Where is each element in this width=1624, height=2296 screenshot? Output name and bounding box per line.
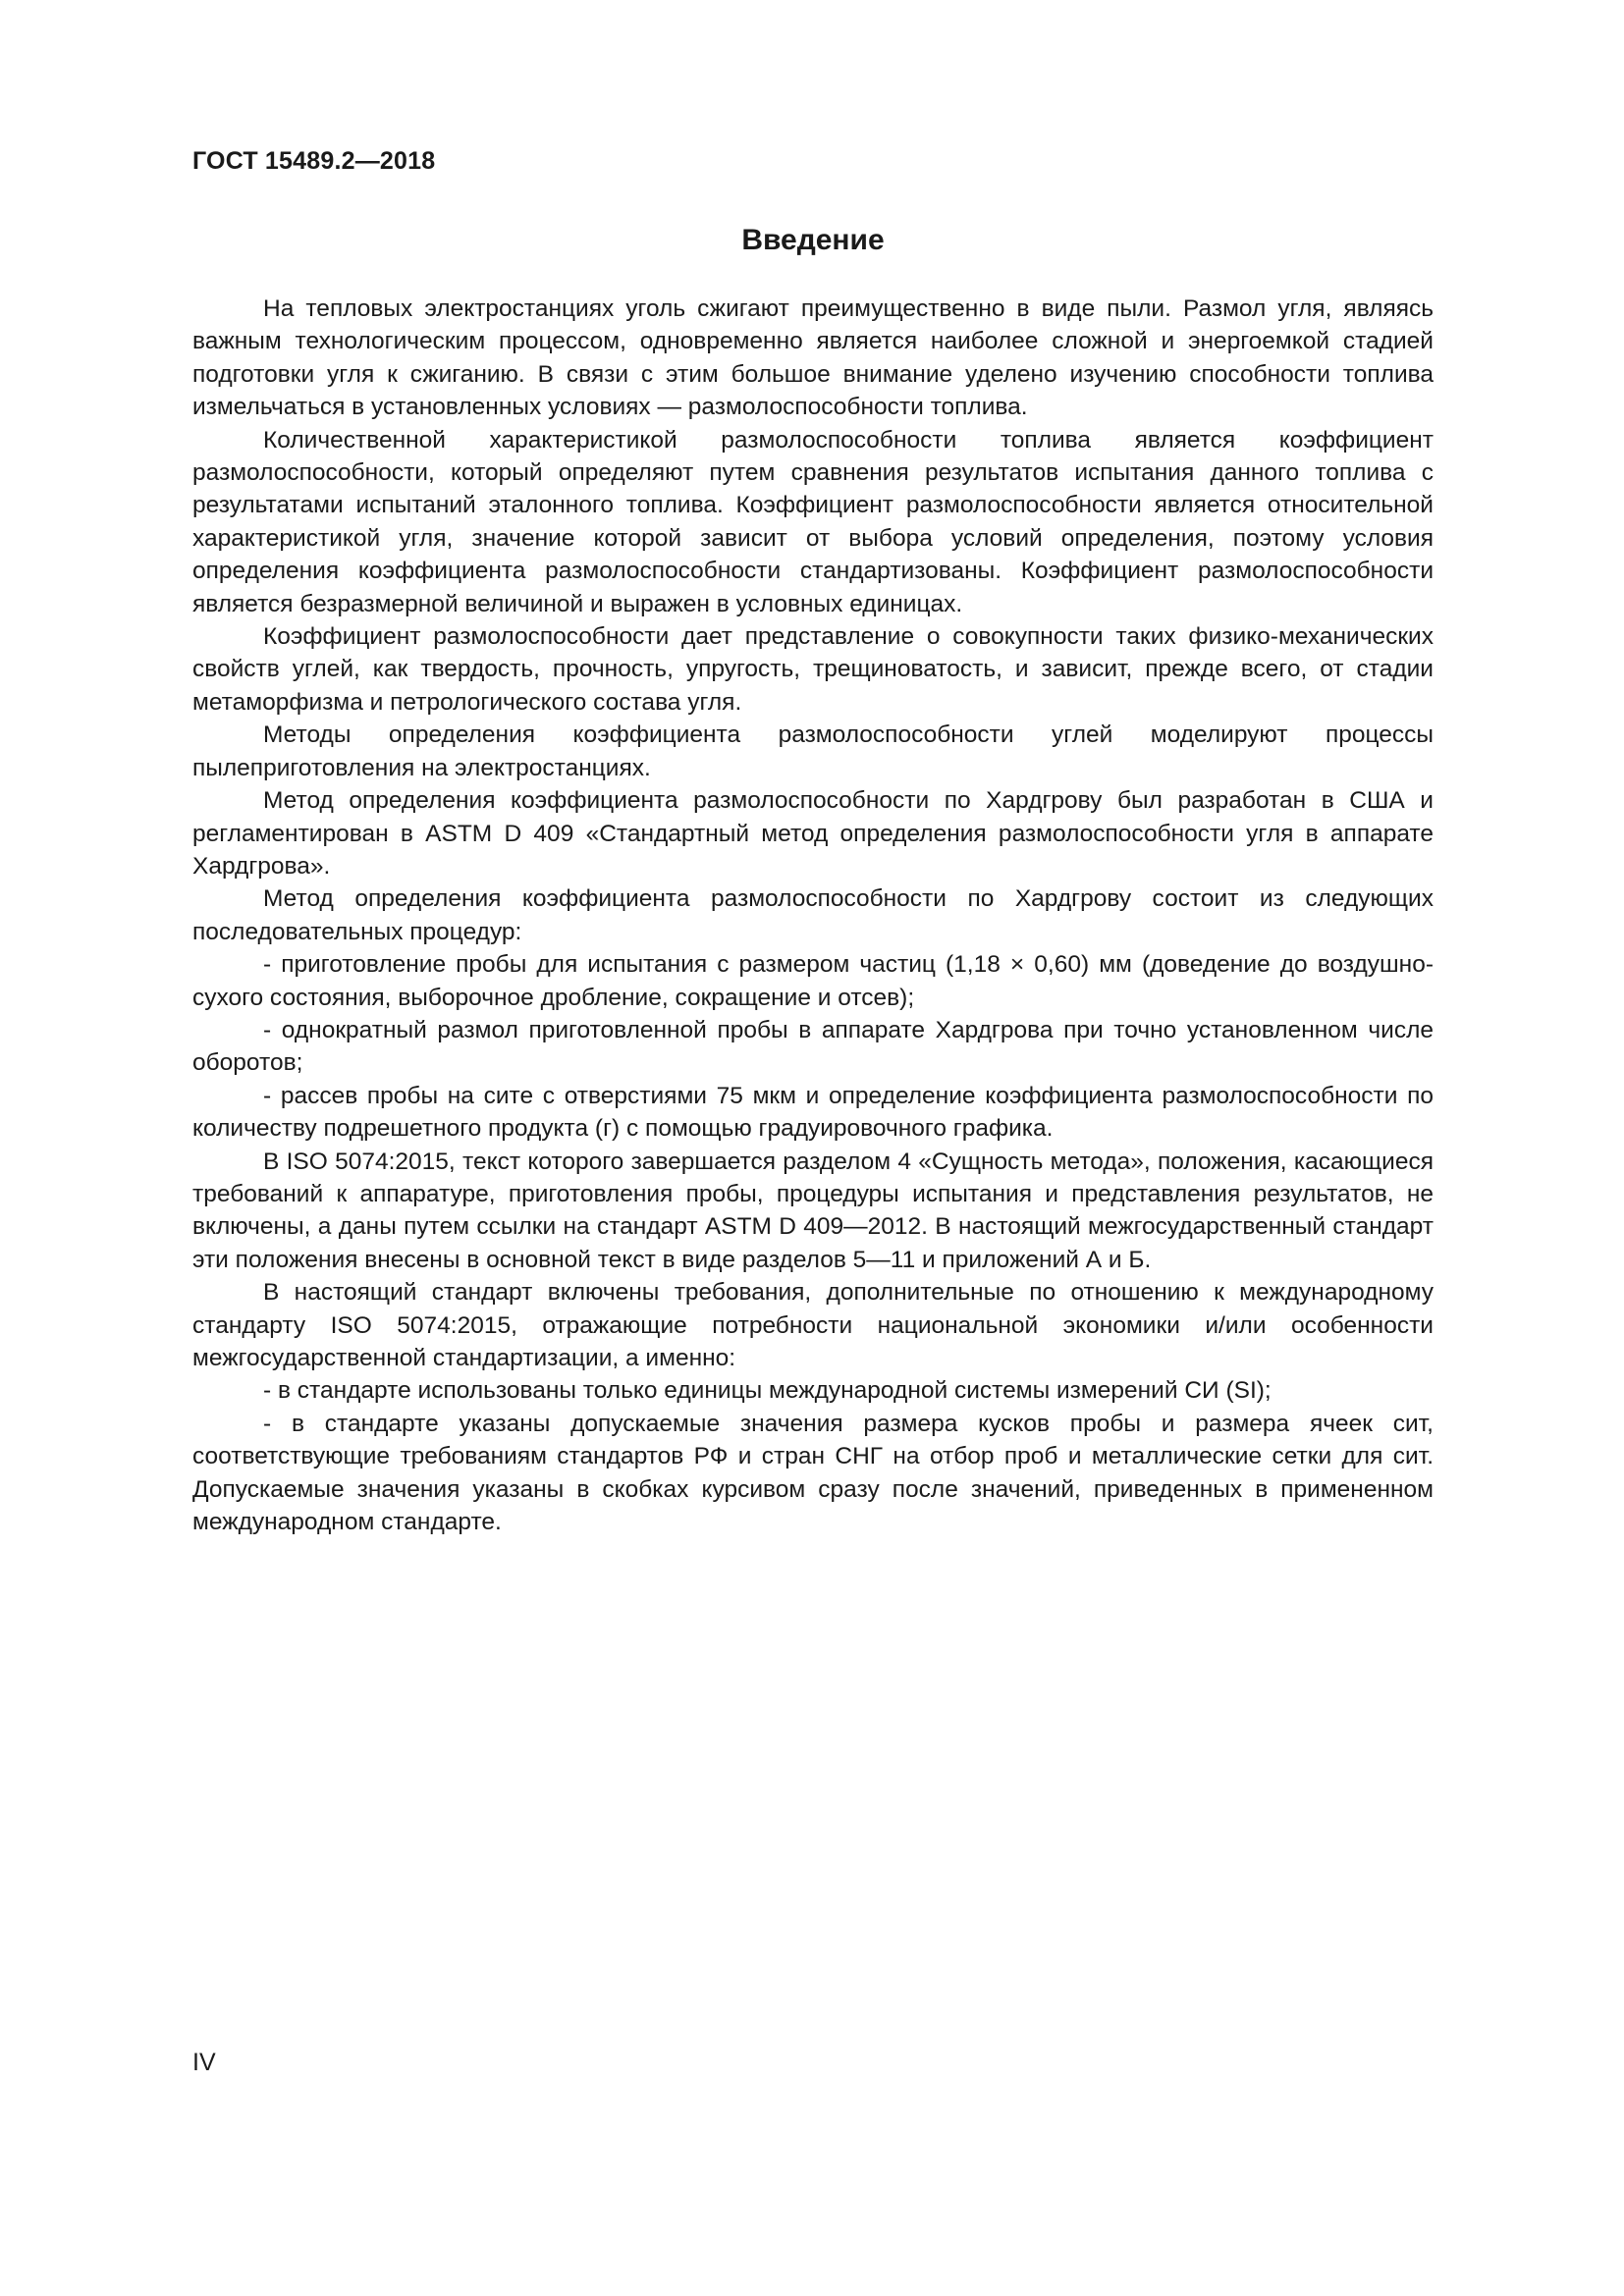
paragraph-6: Метод определения коэффициента размолоспособности по Хардгрову состоит из следующих последовательных процедур: <box>192 885 1434 945</box>
procedure-item-2: - однократный размол приготовленной пробы в аппарате Хардгрова при точно установленном числе оборотов; <box>192 1016 1434 1077</box>
procedure-item-1: - приготовление пробы для испытания с размером частиц (1,18 × 0,60) мм (доведение до воздушно-сухого состояния, выборочное дробление, сокращение и отсев); <box>192 951 1434 1011</box>
paragraph-4: Методы определения коэффициента размолоспособности углей моделируют процессы пылеприготовления на электростанциях. <box>192 721 1434 781</box>
section-body <box>192 293 1434 1538</box>
paragraph-2: Количественной характеристикой размолоспособности топлива является коэффициент размолоспособности, который определяют путем сравнения результатов испытания данного топлива с результатами испытаний эталонного топлива. Коэффициент размолоспособности является относительной характеристикой угля, значение которой зависит от выбора условий определения, поэтому условия определения коэффициента размолоспособности стандартизованы. Коэффициент размолоспособности является безразмерной величиной и выражен в условных единицах. <box>192 426 1434 617</box>
paragraph-11: В настоящий стандарт включены требования, дополнительные по отношению к международному стандарту ISO 5074:2015, отражающие потребности национальной экономики и/или особенности межгосударственной стандартизации, а именно: <box>192 1279 1434 1371</box>
paragraph-3: Коэффициент размолоспособности дает представление о совокупности таких физико-механических свойств углей, как твердость, прочность, упругость, трещиноватость, и зависит, прежде всего, от стадии метаморфизма и петрологического состава угля. <box>192 623 1434 716</box>
document-code: ГОСТ 15489.2—2018 <box>192 147 436 175</box>
paragraph-5: Метод определения коэффициента размолоспособности по Хардгрову был разработан в США и регламентирован в ASTM D 409 «Стандартный метод определения размолоспособности угля в аппарате Хардгрова». <box>192 787 1434 880</box>
section-title: Введение <box>741 224 885 256</box>
requirement-item-2: - в стандарте указаны допускаемые значения размера кусков пробы и размера ячеек сит, соответствующие требованиям стандартов РФ и стран СНГ на отбор проб и металлические сетки для сит. Допускаемые значения указаны в скобках курсивом сразу после значений, приведенных в примененном международном стандарте. <box>192 1410 1434 1536</box>
procedure-item-3: - рассев пробы на сите с отверстиями 75 мкм и определение коэффициента размолоспособности по количеству подрешетного продукта (г) с помощью градуировочного графика. <box>192 1082 1434 1143</box>
paragraph-10: В ISO 5074:2015, текст которого завершается разделом 4 «Сущность метода», положения, касающиеся требований к аппаратуре, приготовления пробы, процедуры испытания и представления результатов, не включены, а даны путем ссылки на стандарт ASTM D 409—2012. В настоящий межгосударственный стандарт эти положения внесены в основной текст в виде разделов 5—11 и приложений А и Б. <box>192 1148 1434 1273</box>
requirement-item-1: - в стандарте использованы только единицы международной системы измерений СИ (SI); <box>263 1377 1272 1405</box>
page-number: IV <box>192 2049 216 2076</box>
paragraph-1: На тепловых электростанциях уголь сжигают преимущественно в виде пыли. Размол угля, являясь важным технологическим процессом, одновременно является наиболее сложной и энергоемкой стадией подготовки угля к сжиганию. В связи с этим большое внимание уделено изучению способности топлива измельчаться в установленных условиях — размолоспособности топлива. <box>192 295 1434 421</box>
